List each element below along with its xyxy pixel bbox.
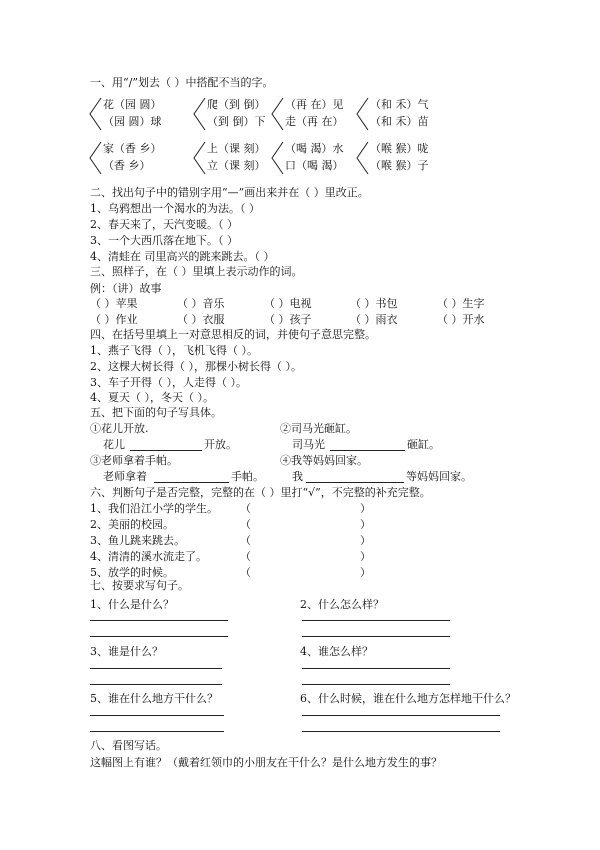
option-text: 爬（到 倒） bbox=[207, 98, 266, 111]
section7-title: 七、按要求写句子。 bbox=[90, 579, 189, 592]
option-text: 口（喝 渴） bbox=[285, 159, 344, 172]
section5-q4-pre: 我 bbox=[292, 470, 303, 483]
section4-title: 四、在括号里填上一对意思相反的词，并使句子意思完整。 bbox=[90, 328, 376, 341]
section4-item-3: 3、车子开得（ ），人走得（ ）。 bbox=[90, 376, 247, 389]
section2-item-3: 3、一个大西爪落在地下。（ ） bbox=[90, 234, 238, 247]
section8-prompt: 这幅图上有谁？（戴着红领巾的小朋友在干什么？是什么地方发生的事？ bbox=[90, 756, 442, 769]
answer-line bbox=[302, 620, 450, 621]
section3-row2-3: （ ）孩子 bbox=[264, 313, 312, 326]
answer-line bbox=[90, 684, 222, 685]
option-text: 花（园 圆） bbox=[103, 98, 162, 111]
option-text: （喉 猴）子 bbox=[370, 159, 429, 172]
section2-item-1: 1、乌鸦想出一个渴水的为法。（ ） bbox=[90, 202, 260, 215]
section1-title: 一、用“/”划去（ ）中搭配不当的字。 bbox=[90, 76, 274, 89]
paren-close: ） bbox=[360, 566, 371, 579]
option-text: （和 禾）气 bbox=[370, 98, 429, 111]
section5-q1-pre: 花儿 bbox=[103, 438, 125, 451]
section7-q4: 4、谁怎么样？ bbox=[300, 645, 373, 658]
section3-row2-4: （ ）雨衣 bbox=[350, 313, 398, 326]
section5-title: 五、把下面的句子写具体。 bbox=[90, 406, 222, 419]
section5-q4-post: 等妈妈回家。 bbox=[406, 470, 472, 483]
option-text: （香 乡） bbox=[103, 159, 151, 172]
section5-q1-blank bbox=[130, 450, 202, 451]
section5-q3-pre: 老师拿着 bbox=[103, 470, 147, 483]
option-text: （园 圆）球 bbox=[103, 115, 162, 128]
answer-line bbox=[302, 668, 450, 669]
section3-row1-2: （ ）音乐 bbox=[177, 297, 225, 310]
option-text: 走（再 在） bbox=[285, 115, 344, 128]
section5-q2-blank bbox=[330, 450, 405, 451]
brace-icon bbox=[355, 140, 369, 176]
section5-q1-post: 开放。 bbox=[204, 438, 237, 451]
brace-icon bbox=[355, 96, 369, 132]
option-text: （再 在）见 bbox=[285, 98, 344, 111]
section4-item-2: 2、这棵大树长得（ ），那棵小树长得（ ）。 bbox=[90, 360, 302, 373]
brace-icon bbox=[88, 96, 102, 132]
section7-q6: 6、什么时候，谁在什么地方怎样地干什么？ bbox=[300, 692, 516, 705]
section3-title: 三、照样子，在（ ）里填上表示动作的词。 bbox=[90, 265, 303, 278]
section5-q3: ③老师拿着手帕。 bbox=[90, 454, 178, 467]
answer-line bbox=[90, 668, 222, 669]
answer-line bbox=[90, 620, 228, 621]
section4-item-4: 4、夏天（ ），冬天（ ）。 bbox=[90, 391, 214, 404]
section3-row1-4: （ ）书包 bbox=[350, 297, 398, 310]
section2-title: 二、找出句子中的错别字用“—”画出来并在（ ）里改正。 bbox=[90, 186, 369, 199]
section5-q2-pre: 司马光 bbox=[292, 438, 325, 451]
section5-q4-blank bbox=[306, 482, 404, 483]
paren-close: ） bbox=[360, 502, 371, 515]
section7-q5: 5、谁在什么地方干什么？ bbox=[90, 692, 218, 705]
brace-icon bbox=[270, 140, 284, 176]
section5-q2: ②司马光砸缸。 bbox=[280, 422, 357, 435]
judge-item: 1、我们沿江小学的学生。 bbox=[90, 502, 218, 515]
option-text: 立（课 刻） bbox=[207, 159, 266, 172]
paren-close: ） bbox=[360, 550, 371, 563]
section3-row1-5: （ ）生字 bbox=[437, 297, 485, 310]
option-text: （和 禾）苗 bbox=[370, 115, 429, 128]
section6-title: 六、判断句子是否完整，完整的在（ ）里打“√”，不完整的补充完整。 bbox=[90, 486, 431, 499]
answer-line bbox=[302, 684, 450, 685]
section3-example: 例：（讲）故事 bbox=[90, 282, 162, 295]
answer-line bbox=[90, 636, 228, 637]
paren-close: ） bbox=[360, 534, 371, 547]
paren-open: （ bbox=[240, 566, 251, 579]
section5-q1: ①花儿开放. bbox=[90, 422, 149, 435]
paren-open: （ bbox=[240, 534, 251, 547]
section5-q3-blank bbox=[154, 482, 229, 483]
judge-item: 3、鱼儿跳来跳去。 bbox=[90, 534, 185, 547]
answer-line bbox=[90, 731, 224, 732]
section7-q1: 1、什么是什么？ bbox=[90, 598, 174, 611]
option-text: 家（香 乡） bbox=[103, 142, 162, 155]
brace-icon bbox=[192, 140, 206, 176]
section5-q2-post: 砸缸。 bbox=[407, 438, 440, 451]
option-text: （喉 猴）咙 bbox=[370, 142, 429, 155]
section3-row2-5: （ ）开水 bbox=[437, 313, 485, 326]
judge-item: 4、清清的溪水流走了。 bbox=[90, 550, 207, 563]
answer-line bbox=[90, 715, 224, 716]
section4-item-1: 1、燕子飞得（ ），飞机飞得（ ）。 bbox=[90, 344, 258, 357]
answer-line bbox=[302, 636, 450, 637]
section2-item-2: 2、春天来了，天汽变暖。（ ） bbox=[90, 218, 238, 231]
option-text: （喝 渴）水 bbox=[285, 142, 344, 155]
section8-title: 八、看图写话。 bbox=[90, 739, 167, 752]
option-text: 上（课 刻） bbox=[207, 142, 266, 155]
section7-q2: 2、什么怎么样？ bbox=[300, 598, 384, 611]
section3-row1-3: （ ）电视 bbox=[264, 297, 312, 310]
paren-open: （ bbox=[240, 518, 251, 531]
section5-q4: ④我等妈妈回家。 bbox=[280, 454, 368, 467]
judge-item: 2、美丽的校园。 bbox=[90, 518, 174, 531]
brace-icon bbox=[192, 96, 206, 132]
brace-icon bbox=[270, 96, 284, 132]
judge-item: 5、放学的时候。 bbox=[90, 566, 174, 579]
paren-open: （ bbox=[240, 502, 251, 515]
section3-row1-1: （ ）苹果 bbox=[90, 297, 138, 310]
answer-line bbox=[302, 715, 500, 716]
section5-q3-post: 手帕。 bbox=[231, 470, 264, 483]
paren-close: ） bbox=[360, 518, 371, 531]
section3-row2-2: （ ）衣服 bbox=[177, 313, 225, 326]
option-text: （到 倒）下 bbox=[207, 115, 266, 128]
section3-row2-1: （ ）作业 bbox=[90, 313, 138, 326]
section2-item-4: 4、清蛙在 司里高兴的跳来跳去。（ ） bbox=[90, 250, 275, 263]
section7-q3: 3、谁是什么？ bbox=[90, 645, 163, 658]
answer-line bbox=[302, 731, 500, 732]
paren-open: （ bbox=[240, 550, 251, 563]
brace-icon bbox=[88, 140, 102, 176]
